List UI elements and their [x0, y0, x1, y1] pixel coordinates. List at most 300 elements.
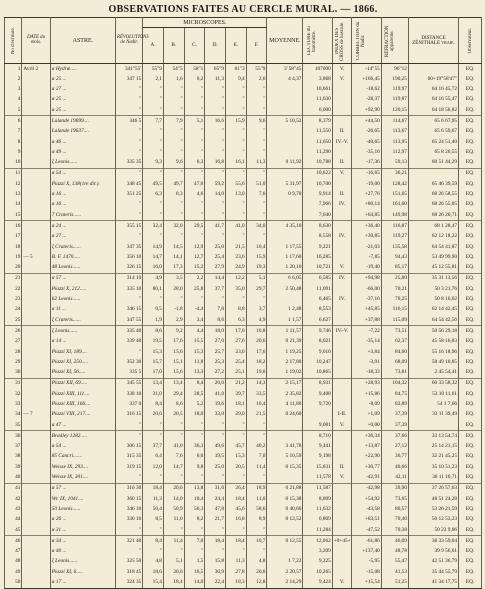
row-distance: 35 10 51,23	[408, 462, 458, 472]
row-micro-c: 7,0	[184, 536, 205, 547]
row-distance: 62 14 42,45	[408, 305, 458, 315]
row-micro-d: 37,7	[205, 284, 226, 294]
row-micro-e: 29,0	[226, 410, 247, 420]
row-index: II.	[332, 462, 352, 472]
row-star: α 27 ...	[50, 232, 115, 242]
row-micro-a: 2,1	[143, 74, 164, 84]
row-date	[22, 295, 50, 305]
row-date	[22, 567, 50, 577]
row-number: 32	[5, 389, 22, 399]
row-micro-e: 45,6	[226, 504, 247, 514]
row-index	[332, 147, 352, 157]
row-observer: EQ.	[459, 305, 482, 315]
row-micro-f: 33,5	[246, 389, 267, 399]
row-refraction: 73,65	[381, 494, 408, 504]
row-distance: 50 3 21,76	[408, 284, 458, 294]
row-micro-b: 14,0	[163, 494, 184, 504]
row-date	[22, 515, 50, 525]
row-micro-c: "	[184, 95, 205, 105]
row-micro-e: 25,1	[226, 368, 247, 379]
row-mean	[267, 168, 303, 179]
row-correction: -42,91	[352, 473, 381, 484]
table-row	[5, 536, 482, 547]
row-micro-c: "	[184, 137, 205, 147]
row-revolutions: 335 10	[116, 284, 143, 294]
row-date	[22, 389, 50, 399]
row-micro-b: 15,6	[163, 368, 184, 379]
row-micro-f: 18,9	[246, 483, 267, 494]
row-micro-e: 18,4	[226, 536, 247, 547]
row-micro-e: "	[226, 431, 247, 442]
row-correction: +30,85	[352, 232, 381, 242]
row-date	[22, 547, 50, 557]
row-micro-c: 14,0	[184, 578, 205, 589]
row-micro-f: 58,6	[246, 504, 267, 514]
row-revolutions: 316 15	[116, 410, 143, 420]
row-mean	[267, 473, 303, 484]
row-star: α 31 ...	[50, 525, 115, 536]
row-correction: -18,62	[352, 85, 381, 95]
row-distance: 35 31 13,56	[408, 273, 458, 284]
row-revolutions: 318 45	[116, 567, 143, 577]
row-star: Piazzi X, 212.....	[50, 284, 115, 294]
row-micro-b: 15,6	[163, 347, 184, 357]
row-micro-d: 25,0	[205, 242, 226, 252]
row-distance: 54 1 7,66	[408, 400, 458, 410]
table-row	[5, 483, 482, 494]
row-micro-d: 18,4	[205, 536, 226, 547]
row-number: 2	[5, 74, 22, 84]
row-micro-b: "	[163, 525, 184, 536]
row-number: 3	[5, 85, 22, 95]
row-micro-f: 16,4	[246, 242, 267, 252]
row-refraction: 62,37	[381, 337, 408, 347]
row-barometer: 6,000	[303, 105, 332, 116]
row-correction: -3,91	[352, 357, 381, 367]
row-observer: EQ.	[459, 200, 482, 210]
row-observer: EQ.	[459, 127, 482, 137]
row-revolutions: 356 10	[116, 252, 143, 262]
row-micro-e: 18,1	[226, 400, 247, 410]
row-correction: -19,00	[352, 179, 381, 189]
row-revolutions: 335 35	[116, 158, 143, 169]
row-index	[332, 85, 352, 95]
row-star: Weisse IX, 293....	[50, 462, 115, 472]
row-index	[332, 567, 352, 577]
row-barometer: 7,966	[303, 200, 332, 210]
row-refraction: 112,97	[381, 147, 408, 157]
row-distance: 33 13 54,74	[408, 431, 458, 442]
row-micro-f: 2,6	[246, 74, 267, 84]
row-refraction: 115,09	[381, 315, 408, 326]
row-barometer: 12,062	[303, 536, 332, 547]
row-mean: 2 20,57	[267, 567, 303, 577]
row-micro-c: 0,2	[184, 74, 205, 84]
row-distance: 53 10 11,61	[408, 389, 458, 399]
row-mean: 1 2,48	[267, 305, 303, 315]
row-micro-d: "	[205, 525, 226, 536]
row-refraction: 84,60	[381, 347, 408, 357]
row-micro-a: 37,7	[143, 442, 164, 452]
row-micro-c: 13,8	[184, 483, 205, 494]
row-micro-b: 20,5	[163, 410, 184, 420]
row-micro-b: 9,6	[163, 158, 184, 169]
row-distance: 55 16 18,96	[408, 347, 458, 357]
row-refraction: 70,40	[381, 515, 408, 525]
row-revolutions: 347 15	[116, 74, 143, 84]
row-revolutions: 324 35	[116, 578, 143, 589]
row-mean	[267, 147, 303, 157]
row-mean: 0 15,35	[267, 462, 303, 472]
row-distance: 68 26 20,71	[408, 210, 458, 221]
col-header-mean: MOYENNE.	[267, 18, 303, 64]
row-star: α 14 ...	[50, 337, 115, 347]
row-number: 31	[5, 378, 22, 389]
row-number: 42	[5, 494, 22, 504]
col-header-micro-a: A.	[143, 28, 164, 64]
row-date	[22, 347, 50, 357]
row-index: IV.	[332, 200, 352, 210]
table-row	[5, 347, 482, 357]
row-micro-c: -4,4	[184, 305, 205, 315]
row-correction: -28,37	[352, 95, 381, 105]
row-date	[22, 536, 50, 547]
table-row	[5, 137, 482, 147]
row-index: IV.-V.	[332, 326, 352, 337]
row-index	[332, 357, 352, 367]
row-micro-e: 8,8	[226, 305, 247, 315]
row-observer: EQ.	[459, 168, 482, 179]
row-barometer: 11,630	[303, 95, 332, 105]
row-refraction: 120,15	[381, 105, 408, 116]
row-index	[332, 105, 352, 116]
row-observer: EQ.	[459, 515, 482, 525]
row-correction: -37,16	[352, 295, 381, 305]
row-star: α 54 ...	[50, 442, 115, 452]
row-micro-a: 11,3	[143, 494, 164, 504]
row-date	[22, 368, 50, 379]
row-micro-d: "	[205, 547, 226, 557]
row-observer: EQ.	[459, 242, 482, 252]
table-row	[5, 578, 482, 589]
row-micro-d: "	[205, 95, 226, 105]
row-barometer: 9,720	[303, 400, 332, 410]
row-distance: 42 51 36,79	[408, 557, 458, 567]
row-index: +0+45+	[332, 536, 352, 547]
row-number: 6	[5, 116, 22, 127]
table-row	[5, 305, 482, 315]
row-micro-b: 11,4	[163, 536, 184, 547]
row-micro-b: -1,8	[163, 305, 184, 315]
row-observer: EQ.	[459, 452, 482, 462]
table-row	[5, 473, 482, 484]
row-revolutions: "	[116, 232, 143, 242]
row-mean: 3 41,78	[267, 442, 303, 452]
row-micro-c: 2,2	[184, 273, 205, 284]
row-index	[332, 347, 352, 357]
row-date	[22, 494, 50, 504]
row-micro-f: 40,2	[246, 442, 267, 452]
row-distance	[408, 168, 458, 179]
row-micro-e: "	[226, 147, 247, 157]
row-number: 35	[5, 420, 22, 431]
row-number: 11	[5, 168, 22, 179]
row-correction: -7,22	[352, 326, 381, 337]
row-micro-c: 28,5	[184, 389, 205, 399]
row-micro-f: 11,0	[246, 494, 267, 504]
row-barometer: 8,630	[303, 221, 332, 232]
col-header-micro-b: B.	[163, 28, 184, 64]
row-micro-f: 11,3	[246, 158, 267, 169]
row-refraction: 41,53	[381, 567, 408, 577]
row-micro-b: "	[163, 137, 184, 147]
row-observer: EQ.	[459, 347, 482, 357]
row-micro-f: "	[246, 473, 267, 484]
row-revolutions: 315 35	[116, 452, 143, 462]
row-star: α 49 ...	[50, 147, 115, 157]
row-micro-e: "	[226, 525, 247, 536]
table-row	[5, 494, 482, 504]
table-row	[5, 567, 482, 577]
row-revolutions: 319 15	[116, 462, 143, 472]
row-observer: EQ.	[459, 442, 482, 452]
row-micro-a: "	[143, 210, 164, 221]
row-mean: 1 19,02	[267, 368, 303, 379]
row-star: α 57 ...	[50, 273, 115, 284]
row-micro-f: 8,9	[246, 515, 267, 525]
row-revolutions: 338 10	[116, 389, 143, 399]
row-micro-d: 24,4	[205, 494, 226, 504]
row-distance: 50 56 29,18	[408, 326, 458, 337]
col-header-date: DATE du mois.	[22, 18, 50, 64]
row-barometer: 11,091	[303, 284, 332, 294]
col-header-correction	[352, 18, 381, 64]
row-micro-d: 16,6	[205, 116, 226, 127]
row-micro-f: 4,8	[246, 557, 267, 567]
row-star: Piazzi XII, 69.....	[50, 378, 115, 389]
row-number: 17	[5, 232, 22, 242]
row-micro-b: "	[163, 473, 184, 484]
row-mean	[267, 232, 303, 242]
row-observer: EQ.	[459, 483, 482, 494]
row-micro-c: 4,4	[184, 326, 205, 337]
row-date	[22, 525, 50, 536]
row-distance: 48 51 24,28	[408, 494, 458, 504]
row-date	[22, 357, 50, 367]
row-star: ζ Leonis......	[50, 158, 115, 169]
row-date	[22, 420, 50, 431]
row-micro-f: 18,2	[246, 357, 267, 367]
row-observer: EQ.	[459, 179, 482, 189]
row-micro-d: 19,6	[205, 400, 226, 410]
row-revolutions: 341°55'	[116, 64, 143, 75]
row-revolutions: 306 15	[116, 442, 143, 452]
row-micro-a: "	[143, 85, 164, 95]
row-number: 7	[5, 127, 22, 137]
row-number: 36	[5, 431, 22, 442]
row-micro-c: 11,8	[184, 357, 205, 367]
row-micro-f: "	[246, 127, 267, 137]
row-micro-b: 9,2	[163, 326, 184, 337]
row-micro-b: "	[163, 168, 184, 179]
row-date	[22, 557, 50, 567]
row-index	[332, 221, 352, 232]
row-micro-e: "	[226, 547, 247, 557]
row-number: 12	[5, 179, 22, 189]
row-index	[332, 305, 352, 315]
row-number: 26	[5, 326, 22, 337]
row-micro-c: 58"1	[184, 64, 205, 75]
row-micro-c: "	[184, 127, 205, 137]
row-micro-e: "	[226, 200, 247, 210]
row-index	[332, 252, 352, 262]
row-date	[22, 400, 50, 410]
row-date	[22, 273, 50, 284]
row-star: α 17 ...	[50, 578, 115, 589]
row-star: α 27 ...	[50, 85, 115, 95]
col-header-observer	[459, 18, 482, 64]
row-micro-f: 5,1	[246, 273, 267, 284]
row-number: 40	[5, 473, 22, 484]
row-micro-e: 23,0	[226, 347, 247, 357]
row-mean: 2 15,17	[267, 378, 303, 389]
col-header-distance: DISTANCE ZÉNITHALE vraie.	[408, 18, 458, 64]
row-micro-c: "	[184, 525, 205, 536]
row-mean	[267, 200, 303, 210]
row-date	[22, 95, 50, 105]
col-header-revolutions: RÉVOLUTIONS de Nadir.	[116, 18, 143, 64]
row-micro-f: 15,9	[246, 252, 267, 262]
row-number: 21	[5, 273, 22, 284]
row-observer: EQ.	[459, 368, 482, 379]
row-star: α 57 ...	[50, 483, 115, 494]
row-date: Avril 2	[22, 64, 50, 75]
row-micro-d: 14,0	[205, 190, 226, 200]
row-barometer: 9,746	[303, 326, 332, 337]
row-date	[22, 337, 50, 347]
row-date	[22, 190, 50, 200]
row-refraction: 116,87	[381, 221, 408, 232]
row-micro-f: "	[246, 200, 267, 210]
row-refraction: 190,25	[381, 74, 408, 84]
row-micro-e: 16,8	[226, 515, 247, 525]
row-distance: 60 51 44,29	[408, 158, 458, 169]
row-revolutions: "	[116, 431, 143, 442]
row-micro-a: 14,7	[143, 252, 164, 262]
row-number: 45	[5, 525, 22, 536]
row-revolutions: 360 15	[116, 494, 143, 504]
row-number: 28	[5, 347, 22, 357]
row-observer: EQ.	[459, 232, 482, 242]
row-micro-b: 7,6	[163, 452, 184, 462]
row-index	[332, 242, 352, 252]
row-number: 15	[5, 210, 22, 221]
row-mean	[267, 210, 303, 221]
row-observer: EQ.	[459, 326, 482, 337]
row-micro-e: 21,5	[226, 242, 247, 252]
row-index: V.	[332, 74, 352, 84]
row-micro-b: 41,0	[163, 442, 184, 452]
row-micro-c: "	[184, 295, 205, 305]
row-number: 34	[5, 410, 22, 420]
row-correction: -19,40	[352, 263, 381, 274]
row-observer: EQ.	[459, 389, 482, 399]
row-revolutions: "	[116, 210, 143, 221]
row-micro-a: 50,4	[143, 504, 164, 514]
row-barometer: 11,550	[303, 127, 332, 137]
row-micro-c: 15,5	[184, 337, 205, 347]
row-mean	[267, 137, 303, 147]
row-micro-b: 54"5	[163, 64, 184, 75]
row-mean	[267, 85, 303, 95]
table-row	[5, 74, 482, 84]
row-barometer: 9,081	[303, 420, 332, 431]
row-correction: +54,92	[352, 494, 381, 504]
row-date	[22, 326, 50, 337]
row-mean: 5 10,52	[267, 116, 303, 127]
row-micro-a: 9,3	[143, 158, 164, 169]
row-micro-a: "	[143, 525, 164, 536]
row-revolutions: 326 15	[116, 263, 143, 274]
row-micro-d: 25,4	[205, 252, 226, 262]
row-micro-e: 39,7	[226, 389, 247, 399]
row-micro-c: 4,6	[184, 190, 205, 200]
table-row	[5, 232, 482, 242]
row-number: 43	[5, 504, 22, 514]
row-index: V.	[332, 578, 352, 589]
table-row	[5, 210, 482, 221]
row-micro-c: "	[184, 168, 205, 179]
row-observer: EQ.	[459, 400, 482, 410]
row-micro-a: "	[143, 547, 164, 557]
row-micro-b: 8,6	[163, 400, 184, 410]
row-index: II.	[332, 158, 352, 169]
table-row	[5, 116, 482, 127]
row-star: ζ Leonis......	[50, 326, 115, 337]
row-micro-d: 14,4	[205, 273, 226, 284]
row-micro-c: 18,0	[184, 410, 205, 420]
row-distance: 50 8 16,02	[408, 295, 458, 305]
row-revolutions: 346 15	[116, 305, 143, 315]
row-observer: EQ.	[459, 525, 482, 536]
row-star: α 47 ...	[50, 420, 115, 431]
row-refraction: 70,21	[381, 284, 408, 294]
row-micro-c: 15,3	[184, 347, 205, 357]
row-refraction: 116,15	[381, 305, 408, 315]
row-date	[22, 147, 50, 157]
row-mean: 3' 58"45	[267, 64, 303, 75]
row-number: 16	[5, 221, 22, 232]
row-micro-c: 8,4	[184, 378, 205, 389]
row-micro-a: 8,4	[143, 536, 164, 547]
col-header-star: ASTRE.	[50, 18, 115, 64]
row-index	[332, 179, 352, 189]
row-date	[22, 85, 50, 95]
row-micro-c: "	[184, 200, 205, 210]
row-barometer: 10,788	[303, 158, 332, 169]
row-refraction: 40,66	[381, 462, 408, 472]
row-refraction: 51,25	[381, 578, 408, 589]
row-star: B. F. 1470.....	[50, 252, 115, 262]
row-micro-d: "	[205, 295, 226, 305]
row-distance: 65 6 59,67	[408, 127, 458, 137]
row-micro-d: 27,2	[205, 368, 226, 379]
row-distance	[408, 420, 458, 431]
row-mean	[267, 431, 303, 442]
row-observer: EQ.	[459, 105, 482, 116]
row-micro-b: 28,0	[163, 284, 184, 294]
row-micro-b: 7,9	[163, 116, 184, 127]
